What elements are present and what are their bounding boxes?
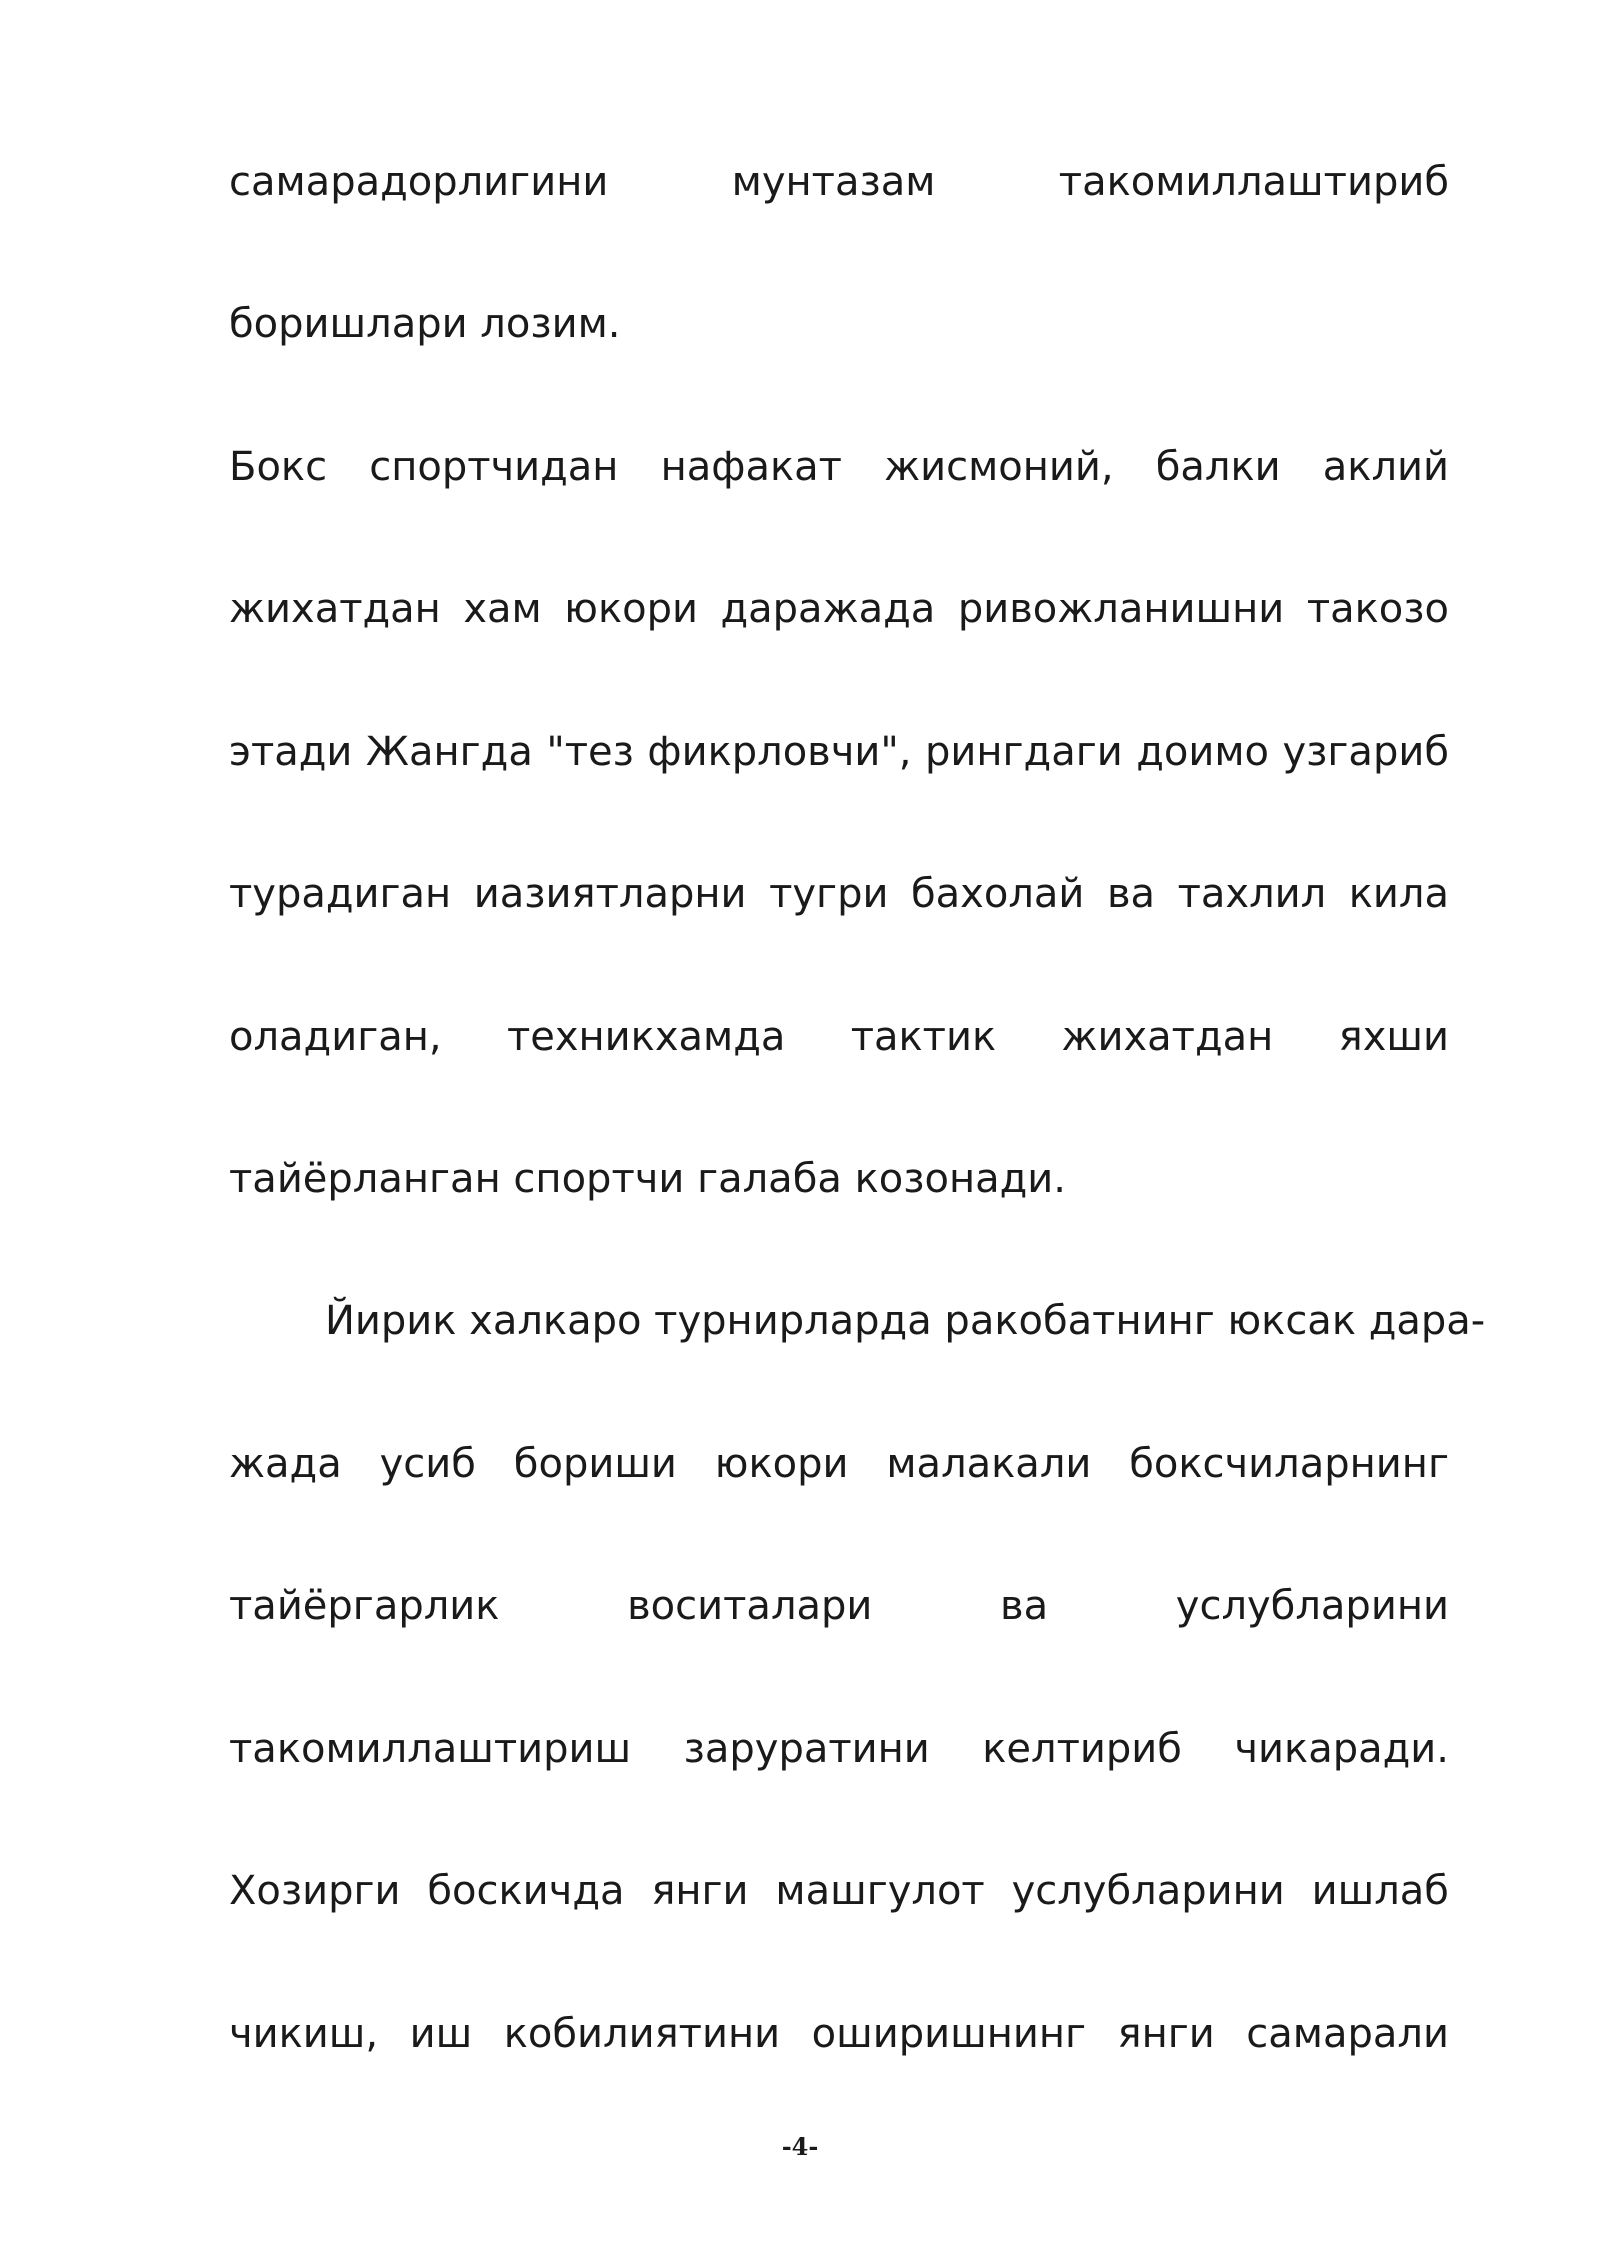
word: спортчидан [369, 444, 619, 490]
word: Бокс [229, 444, 328, 490]
word: балки [1155, 444, 1281, 490]
word: тактик [850, 1014, 997, 1060]
text-line [229, 722, 1449, 782]
word: иш [409, 2011, 473, 2057]
word: самарали [1246, 2011, 1449, 2057]
word: нафакат [660, 444, 842, 490]
text-line [229, 1434, 1449, 1494]
word: узгариб [1282, 729, 1449, 775]
word: яхши [1338, 1014, 1449, 1060]
word: услубларини [1175, 1583, 1449, 1629]
word: даражада [720, 586, 936, 632]
word: услубларини [1011, 1868, 1285, 1914]
word: этади [229, 729, 353, 775]
word: бориши [513, 1441, 677, 1487]
word: тайёргарлик [229, 1583, 500, 1629]
word: техникхамда [506, 1014, 786, 1060]
text-line: Йирик халкаро турнирларда ракобатнинг юксак дара- [325, 1298, 1486, 1344]
word: малакали [886, 1441, 1092, 1487]
word: кила [1348, 871, 1449, 917]
word: Хозирги [229, 1868, 401, 1914]
word: тахлил [1177, 871, 1327, 917]
text-line [229, 1861, 1449, 1921]
word: такомиллаштириб [1058, 159, 1449, 205]
text-line [229, 579, 1449, 639]
word: кобилиятини [503, 2011, 781, 2057]
text-line: тайёрланган спортчи галаба козонади. [229, 1156, 1066, 1202]
word: юкори [714, 1441, 849, 1487]
word: боскичда [427, 1868, 625, 1914]
word: жихатдан [229, 586, 441, 632]
word: усиб [379, 1441, 476, 1487]
word: ривожланишни [957, 586, 1285, 632]
word: янги [1117, 2011, 1215, 2057]
word: жада [229, 1441, 342, 1487]
word: иазиятларни [473, 871, 747, 917]
word: бахолай [911, 871, 1085, 917]
text-line [229, 1007, 1449, 1067]
word: турадиган [229, 871, 452, 917]
word: доимо [1136, 729, 1269, 775]
text-line [229, 864, 1449, 924]
word: фикрловчи", [647, 729, 912, 775]
word: воситалари [627, 1583, 873, 1629]
word: ва [1000, 1583, 1049, 1629]
word: юкори [564, 586, 698, 632]
word: хам [463, 586, 542, 632]
text-line: боришлари лозим. [229, 301, 621, 347]
word: аклий [1322, 444, 1449, 490]
word: боксчиларнинг [1129, 1441, 1449, 1487]
text-line [229, 437, 1449, 497]
word: оладиган, [229, 1014, 442, 1060]
text-line [229, 1576, 1449, 1636]
word: самарадорлигини [229, 159, 609, 205]
word: жихатдан [1061, 1014, 1274, 1060]
word: такозо [1306, 586, 1449, 632]
word: ишлаб [1311, 1868, 1449, 1914]
word: машгулот [775, 1868, 985, 1914]
word: "тез [546, 729, 634, 775]
word: Жангда [365, 729, 533, 775]
text-line [229, 2004, 1449, 2064]
word: заруратини [683, 1726, 930, 1772]
word: такомиллаштириш [229, 1726, 632, 1772]
word: чикаради. [1234, 1726, 1449, 1772]
text-line [229, 1719, 1449, 1779]
word: мунтазам [731, 159, 936, 205]
word: ва [1106, 871, 1156, 917]
page-number: -4- [781, 2132, 819, 2161]
word: рингдаги [924, 729, 1123, 775]
word: жисмоний, [884, 444, 1114, 490]
word: янги [651, 1868, 749, 1914]
text-line [229, 152, 1449, 212]
word: келтириб [982, 1726, 1182, 1772]
word: тугри [769, 871, 889, 917]
word: оширишнинг [811, 2011, 1087, 2057]
word: чикиш, [229, 2011, 379, 2057]
